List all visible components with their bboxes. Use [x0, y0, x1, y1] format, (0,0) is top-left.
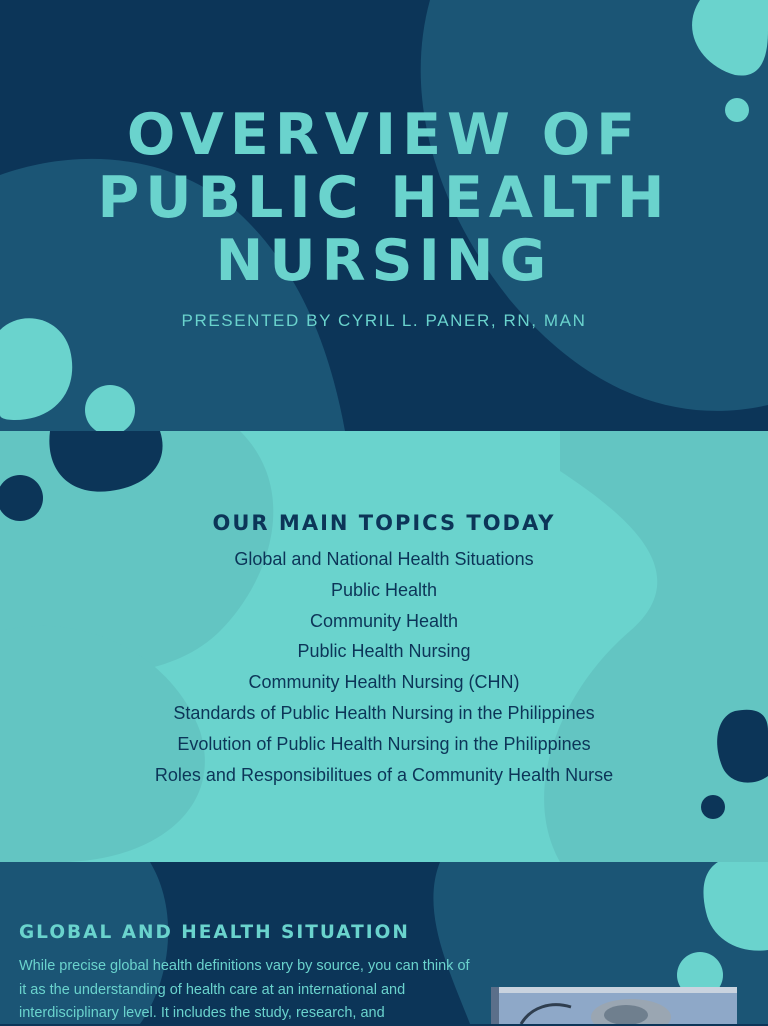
topic-item: Standards of Public Health Nursing in the Philippines: [173, 702, 595, 723]
topics-heading: OUR MAIN TOPICS TODAY: [212, 511, 556, 535]
section-heading: GLOBAL AND HEALTH SITUATION: [19, 922, 410, 943]
presentation-title: [0, 104, 768, 293]
topics-dot-right: [701, 795, 725, 819]
photo-image: [491, 987, 737, 1024]
topic-item: Public Health: [330, 579, 438, 600]
topics-section: [0, 431, 768, 862]
topic-item: Evolution of Public Health Nursing in the Philippines: [177, 733, 591, 754]
title-line: NURSING: [215, 228, 553, 294]
topic-item: Public Health Nursing: [297, 641, 471, 662]
topic-item: Community Health: [309, 610, 459, 631]
title-line: PUBLIC HEALTH: [97, 165, 671, 231]
topic-item: Roles and Responsibilitues of a Community Health Nurse: [154, 764, 614, 785]
title-section: [0, 0, 768, 431]
title-line: OVERVIEW OF: [126, 102, 642, 168]
topic-item: Community Health Nursing (CHN): [248, 672, 520, 693]
topics-list: [0, 544, 768, 790]
topic-item: Global and National Health Situations: [234, 549, 534, 569]
section-paragraph: While precise global health definitions vary by source, you can think of it as the understanding of health care at an international and interdisciplinary level. It includes the study, research, and: [19, 958, 470, 1021]
presenter-subtitle: PRESENTED BY CYRIL L. PANER, RN, MAN: [181, 311, 587, 330]
nurse-photo: [491, 987, 737, 1024]
